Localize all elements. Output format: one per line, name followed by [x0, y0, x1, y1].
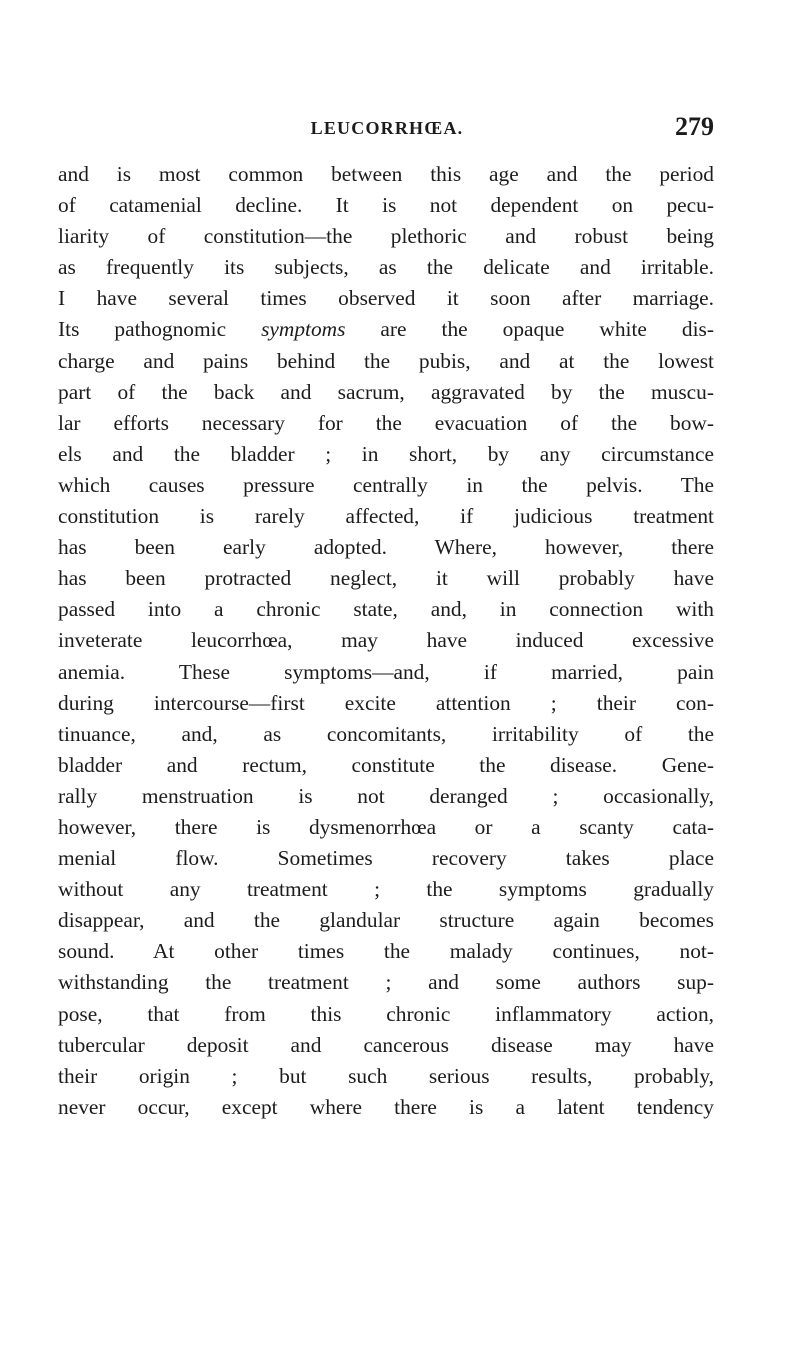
text-line: has been protracted neglect, it will probably have — [58, 566, 714, 591]
text-line: charge and pains behind the pubis, and at the lowest — [58, 348, 714, 373]
text-line: rally menstruation is not deranged ; occasionally, — [58, 783, 714, 808]
text-line: tinuance, and, as concomitants, irritability of the — [58, 721, 714, 746]
text-line: never occur, except where there is a latent tendency — [58, 1094, 714, 1119]
text-line: tubercular deposit and cancerous disease may have — [58, 1032, 714, 1057]
page-number: 279 — [675, 112, 714, 141]
text-segment: Its pathognomic — [58, 317, 262, 342]
text-line: without any treatment ; the symptoms gradually — [58, 877, 714, 902]
text-line: pose, that from this chronic inflammatory action, — [58, 1001, 714, 1026]
text-line: I have several times observed it soon after marriage. — [58, 286, 714, 311]
text-line: lar efforts necessary for the evacuation of the bow- — [58, 410, 714, 435]
text-line: part of the back and sacrum, aggravated by the muscu- — [58, 379, 714, 404]
text-line: constitution is rarely affected, if judicious treatment — [58, 504, 714, 529]
text-line: however, there is dysmenorrhœa or a scanty cata- — [58, 814, 714, 839]
text-line: disappear, and the glandular structure again becomes — [58, 908, 714, 933]
running-title: LEUCORRHŒA. — [310, 118, 464, 138]
text-line: of catamenial decline. It is not dependent on pecu- — [58, 193, 714, 218]
running-head — [60, 112, 714, 148]
text-line: liarity of constitution—the plethoric and robust being — [58, 224, 714, 249]
text-line: passed into a chronic state, and, in connection with — [58, 597, 714, 622]
text-line: during intercourse—first excite attention ; their con- — [58, 690, 714, 715]
text-line: their origin ; but such serious results, probably, — [58, 1063, 714, 1088]
text-line: as frequently its subjects, as the delicate and irritable. — [58, 255, 714, 280]
text-line: bladder and rectum, constitute the disease. Gene- — [58, 752, 714, 777]
text-line: inveterate leucorrhœa, may have induced excessive — [58, 628, 714, 653]
text-segment: are the opaque white dis- — [345, 317, 714, 342]
text-line: anemia. These symptoms—and, if married, pain — [58, 659, 714, 684]
text-line: withstanding the treatment ; and some authors sup- — [58, 970, 714, 995]
text-line: sound. At other times the malady continues, not- — [58, 939, 714, 964]
text-line: which causes pressure centrally in the pelvis. The — [58, 472, 714, 497]
body-text — [58, 159, 714, 1123]
italic-term: symptoms — [261, 317, 346, 342]
text-line: menial flow. Sometimes recovery takes place — [58, 846, 714, 871]
text-line: has been early adopted. Where, however, there — [58, 535, 714, 560]
text-line: and is most common between this age and the period — [58, 162, 714, 186]
text-line-with-italic — [58, 314, 714, 345]
text-line: els and the bladder ; in short, by any circumstance — [58, 441, 714, 466]
